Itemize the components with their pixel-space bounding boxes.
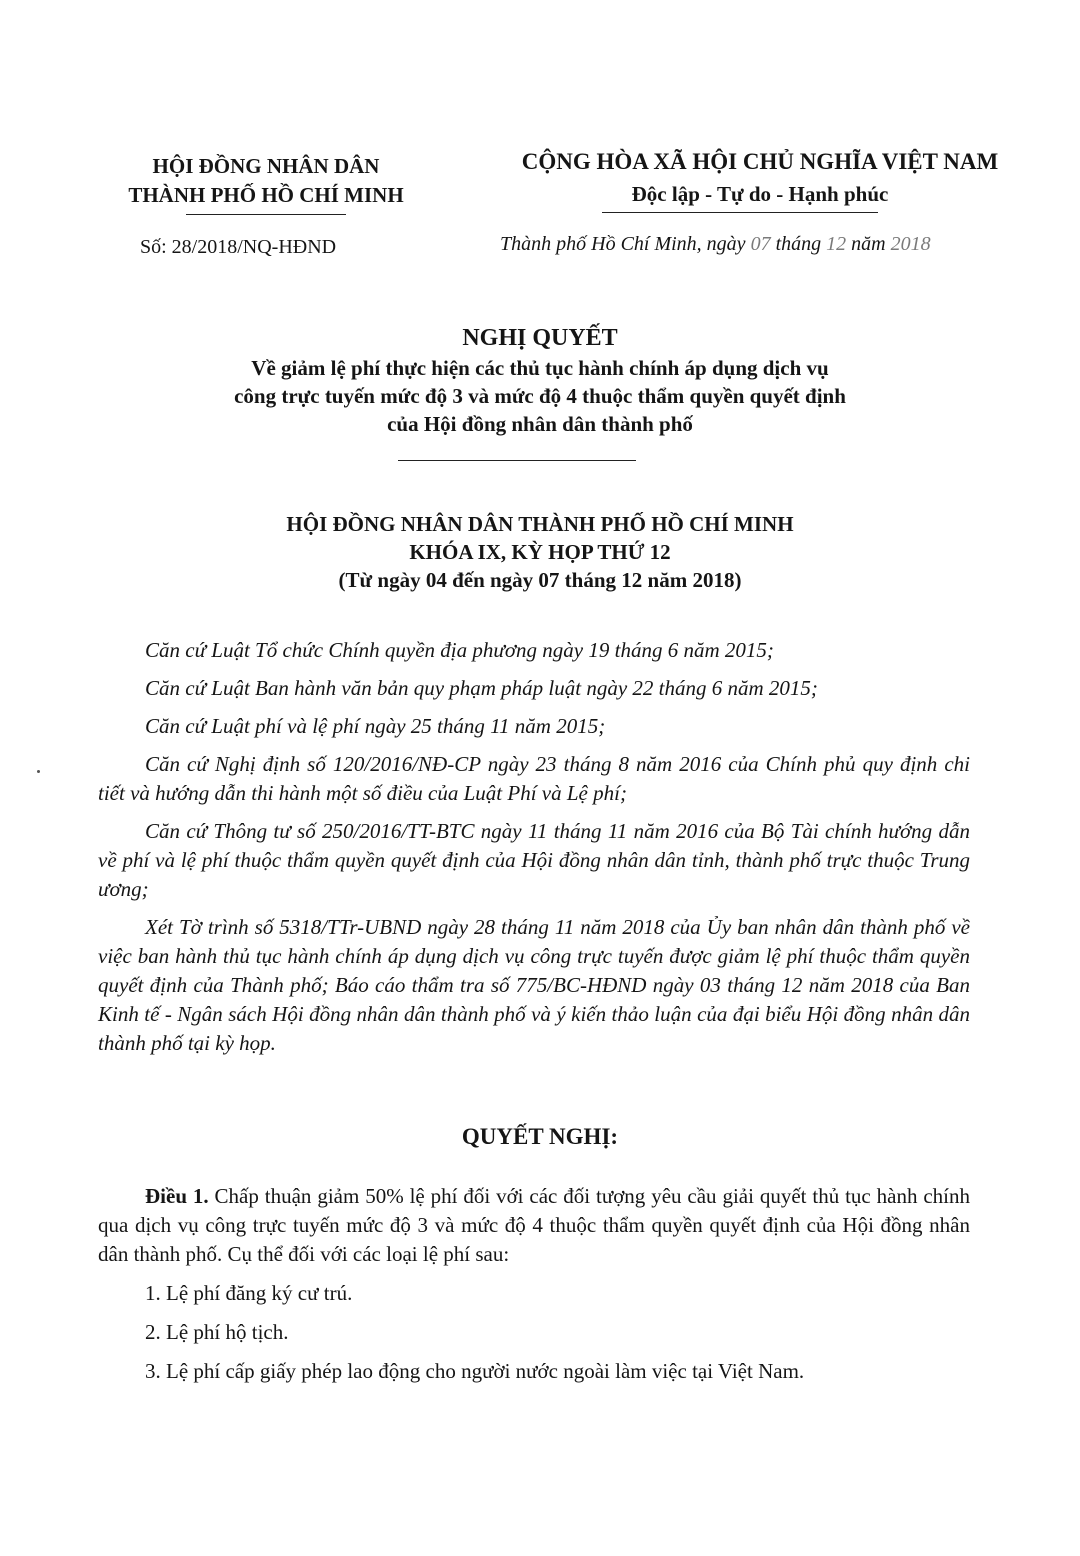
council-name: HỘI ĐỒNG NHÂN DÂN THÀNH PHỐ HỒ CHÍ MINH (286, 512, 794, 536)
issuing-agency (92, 152, 440, 210)
legal-basis (98, 636, 970, 1067)
national-title (490, 146, 1030, 210)
basis-paragraph: Căn cứ Luật phí và lệ phí ngày 25 tháng 11 năm 2015; (145, 714, 606, 738)
motto-underline (602, 212, 878, 213)
council-session (140, 510, 940, 594)
national-motto: Độc lập - Tự do - Hạnh phúc (631, 182, 889, 206)
fee-item: 3. Lệ phí cấp giấy phép lao động cho người nước ngoài làm việc tại Việt Nam. (145, 1359, 805, 1383)
subject-line-2: công trực tuyến mức độ 3 và mức độ 4 thuộc thẩm quyền quyết định (234, 384, 846, 408)
fee-item: 1. Lệ phí đăng ký cư trú. (145, 1281, 353, 1305)
agency-underline (186, 214, 346, 215)
month-word: tháng (770, 233, 827, 255)
title-divider (398, 460, 636, 461)
basis-paragraph: Căn cứ Thông tư số 250/2016/TT-BTC ngày 11 tháng 11 năm 2016 của Bộ Tài chính hướng dẫn về phí và lệ phí thuộc thẩm quyền quyết định của Hội đồng nhân dân tỉnh, thành phố trực thuộc Trung ương; (98, 819, 970, 901)
article-1 (98, 1182, 970, 1396)
fee-item: 2. Lệ phí hộ tịch. (145, 1320, 289, 1344)
article-1-text: Chấp thuận giảm 50% lệ phí đối với các đối tượng yêu cầu giải quyết thủ tục hành chính qua dịch vụ công trực tuyến mức độ 3 và mức độ 4 thuộc thẩm quyền quyết định của Hội đồng nhân dân thành phố. Cụ thể đối với các loại lệ phí sau: (98, 1184, 971, 1266)
basis-paragraph: Căn cứ Luật Tổ chức Chính quyền địa phương ngày 19 tháng 6 năm 2015; (145, 638, 774, 662)
country-name: CỘNG HÒA XÃ HỘI CHỦ NGHĨA VIỆT NAM (521, 149, 999, 174)
decision-heading: QUYẾT NGHỊ: (461, 1124, 619, 1149)
basis-paragraph: Căn cứ Luật Ban hành văn bản quy phạm pháp luật ngày 22 tháng 6 năm 2015; (145, 676, 818, 700)
basis-paragraph: Xét Tờ trình số 5318/TTr-UBND ngày 28 tháng 11 năm 2018 của Ủy ban nhân dân thành phố về việc ban hành thủ tục hành chính áp dụng dịch vụ công trực tuyến được giảm lệ phí thuộc thẩm quyền quyết định của Thành phố; Báo cáo thẩm tra số 775/BC-HĐND ngày 03 tháng 12 năm 2018 của Ban Kinh tế - Ngân sách Hội đồng nhân dân thành phố và ý kiến thảo luận của đại biểu Hội đồng nhân dân thành phố tại kỳ họp. (98, 915, 970, 1055)
council-term: KHÓA IX, KỲ HỌP THỨ 12 (409, 540, 671, 564)
agency-line-1: HỘI ĐỒNG NHÂN DÂN (152, 154, 380, 178)
article-1-paragraph (98, 1182, 970, 1269)
resolution-title (140, 322, 940, 438)
agency-line-2: THÀNH PHỐ HỒ CHÍ MINH (128, 183, 404, 207)
scan-mark (37, 770, 40, 773)
date-year: 2018 (890, 233, 931, 255)
resolution-heading: NGHỊ QUYẾT (462, 325, 618, 351)
document-number: Số: 28/2018/NQ-HĐND (140, 236, 337, 258)
basis-paragraph: Căn cứ Nghị định số 120/2016/NĐ-CP ngày 23 tháng 8 năm 2016 của Chính phủ quy định chi tiết và hướng dẫn thi hành một số điều của Luật Phí và Lệ phí; (98, 752, 970, 805)
session-dates: (Từ ngày 04 đến ngày 07 tháng 12 năm 2018) (338, 568, 742, 592)
subject-line-1: Về giảm lệ phí thực hiện các thủ tục hành chính áp dụng dịch vụ (251, 356, 829, 380)
date-day: 07 (750, 233, 771, 255)
article-1-label: Điều 1. (145, 1184, 209, 1208)
year-word: năm (846, 233, 891, 255)
subject-line-3: của Hội đồng nhân dân thành phố (387, 412, 693, 436)
place-and-date (500, 233, 931, 256)
place-prefix: Thành phố Hồ Chí Minh, ngày (500, 233, 751, 255)
date-month: 12 (826, 233, 847, 255)
